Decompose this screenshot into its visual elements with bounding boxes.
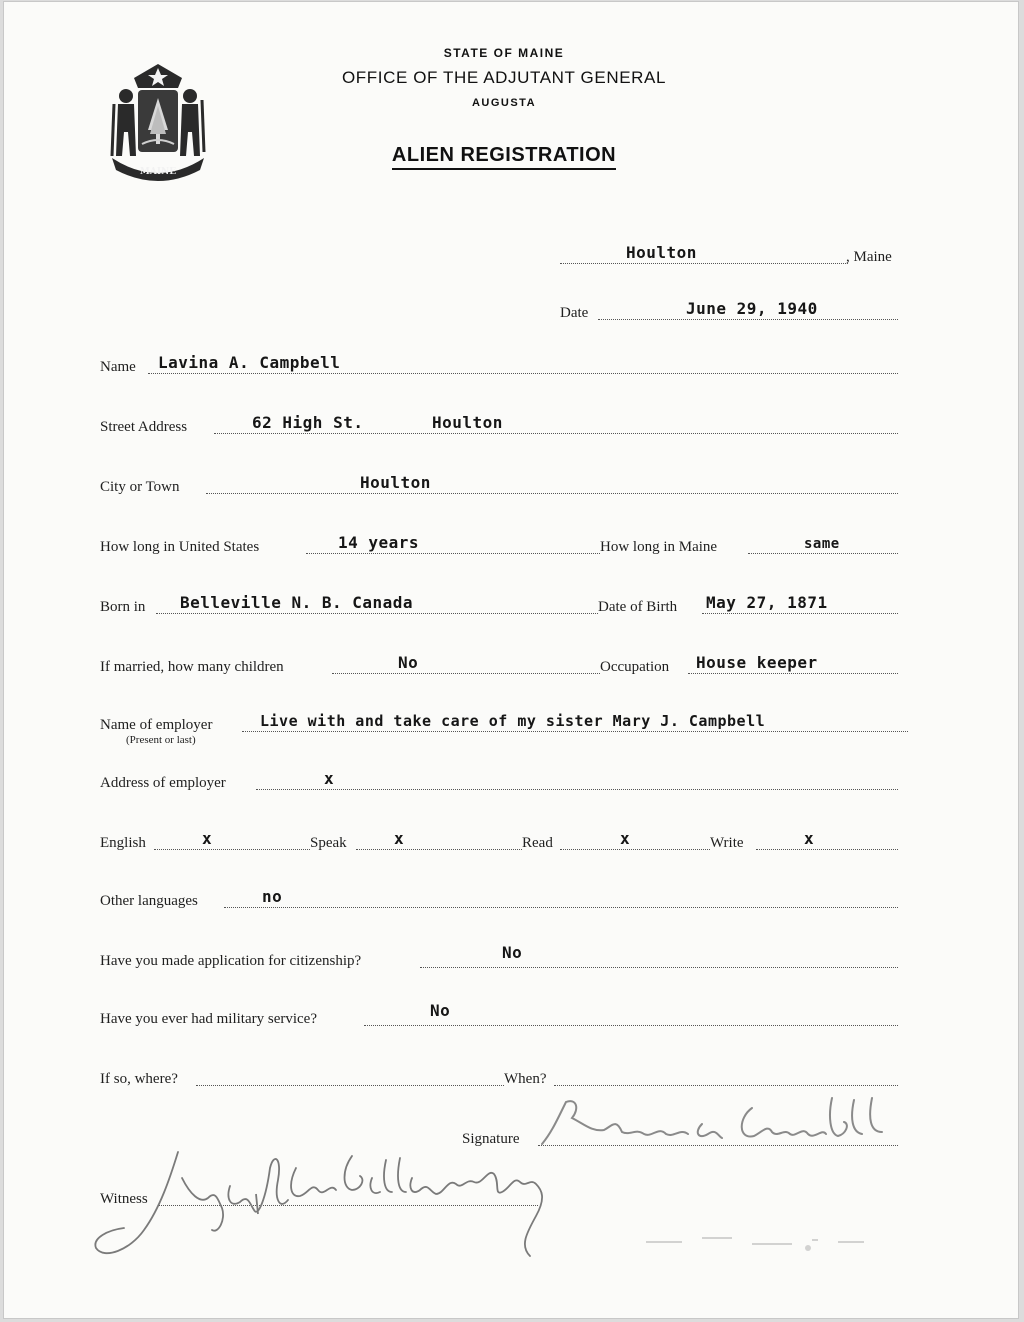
residence-duration-row [4, 528, 1018, 558]
name-row [4, 348, 1018, 378]
english-row [4, 824, 1018, 854]
employer-address-label: Address of employer [100, 775, 226, 791]
speak-value: x [394, 829, 405, 848]
state-heading: STATE OF MAINE [443, 46, 565, 60]
service-details-row [4, 1060, 1018, 1090]
where-label: If so, where? [100, 1071, 178, 1087]
english-label: English [100, 835, 146, 851]
faint-stamp-mark [642, 1228, 872, 1258]
witness-signature [90, 1138, 570, 1268]
speak-label: Speak [310, 835, 347, 851]
how-long-maine-value: same [804, 536, 840, 552]
city-heading: AUGUSTA [471, 97, 537, 109]
children-value: No [398, 653, 419, 672]
form-title: ALIEN REGISTRATION [4, 144, 1004, 167]
other-languages-value: no [262, 887, 283, 906]
city-value: Houlton [360, 473, 431, 492]
seal-banner-text: MAINE [139, 167, 177, 177]
other-languages-row [4, 882, 1018, 912]
place-value: Houlton [626, 243, 697, 262]
children-occupation-row [4, 648, 1018, 678]
military-value: No [430, 1001, 451, 1020]
witness-label: Witness [100, 1191, 148, 1207]
when-label: When? [504, 1071, 547, 1087]
military-row [4, 1000, 1018, 1030]
name-label: Name [100, 359, 136, 375]
write-label: Write [710, 835, 744, 851]
born-in-value: Belleville N. B. Canada [180, 593, 414, 612]
street-address-row [4, 408, 1018, 438]
occupation-value: House keeper [696, 653, 818, 672]
employer-row [4, 706, 1018, 746]
registration-form [4, 2, 1018, 1318]
employer-address-value: x [324, 769, 335, 788]
occupation-label: Occupation [600, 659, 670, 675]
applicant-signature [532, 1088, 912, 1154]
employer-sublabel: (Present or last) [126, 734, 196, 746]
born-in-label: Born in [100, 599, 146, 615]
birth-row [4, 588, 1018, 618]
children-label: If married, how many children [100, 659, 284, 675]
date-row [4, 294, 1018, 324]
date-value: June 29, 1940 [686, 299, 818, 318]
citizenship-row [4, 942, 1018, 972]
citizenship-value: No [502, 943, 523, 962]
place-row [4, 238, 1018, 268]
employer-address-row [4, 764, 1018, 794]
write-value: x [804, 829, 815, 848]
street-address-town: Houlton [432, 413, 503, 432]
employer-label: Name of employer [100, 717, 213, 733]
name-value: Lavina A. Campbell [158, 353, 341, 372]
street-address-label: Street Address [100, 419, 188, 435]
place-suffix: , Maine [846, 249, 892, 265]
office-heading: OFFICE OF THE ADJUTANT GENERAL [341, 68, 667, 87]
employer-value: Live with and take care of my sister Mary J. Campbell [260, 712, 766, 730]
date-of-birth-label: Date of Birth [598, 599, 678, 615]
how-long-maine-label: How long in Maine [600, 539, 718, 555]
read-value: x [620, 829, 631, 848]
date-label: Date [560, 305, 589, 321]
other-languages-label: Other languages [100, 893, 198, 909]
military-label: Have you ever had military service? [100, 1011, 317, 1027]
date-of-birth-value: May 27, 1871 [706, 593, 828, 612]
how-long-us-label: How long in United States [100, 539, 260, 555]
signature-label: Signature [462, 1131, 520, 1147]
citizenship-label: Have you made application for citizenship? [100, 953, 362, 969]
city-label: City or Town [100, 479, 180, 495]
city-row [4, 468, 1018, 498]
english-value: x [202, 829, 213, 848]
street-address-value: 62 High St. [252, 413, 364, 432]
how-long-us-value: 14 years [338, 533, 420, 552]
read-label: Read [522, 835, 553, 851]
